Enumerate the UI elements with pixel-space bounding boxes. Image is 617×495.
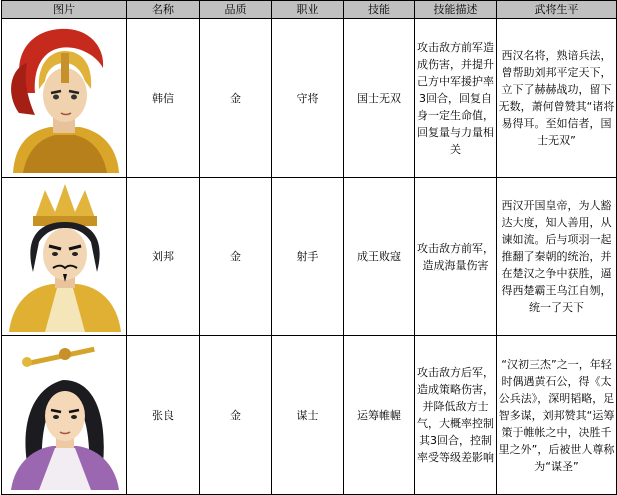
header-bio: 武将生平 <box>497 1 617 19</box>
general-skill: 国士无双 <box>344 19 415 178</box>
zhang-liang-portrait <box>5 340 123 490</box>
skill-description: 攻击敌方后军，造成策略伤害，并降低敌方士气，大概率控制其3回合，控制率受等级差影响 <box>415 336 497 495</box>
portrait-cell <box>2 178 127 336</box>
table-row <box>2 19 617 178</box>
general-quality: 金 <box>200 19 272 178</box>
portrait-cell <box>2 19 127 178</box>
table-row <box>2 336 617 495</box>
general-bio: 西汉开国皇帝，为人豁达大度，知人善用，从谏如流。后与项羽一起推翻了秦朝的统治，并在楚汉之争中获胜，逼得西楚霸王乌江自刎，统一了天下 <box>497 178 617 336</box>
header-quality: 品质 <box>200 1 272 19</box>
portrait-cell <box>2 336 127 495</box>
general-class: 射手 <box>272 178 344 336</box>
han-xin-portrait <box>5 23 123 173</box>
generals-table <box>1 0 617 495</box>
skill-description: 攻击敌方前军造成伤害，并提升己方中军援护率3回合，回复自身一定生命值，回复量与力量相关 <box>415 19 497 178</box>
header-class: 职业 <box>272 1 344 19</box>
header-portrait: 图片 <box>2 1 127 19</box>
general-name: 张良 <box>127 336 200 495</box>
header-skill-desc: 技能描述 <box>415 1 497 19</box>
general-class: 谋士 <box>272 336 344 495</box>
general-quality: 金 <box>200 336 272 495</box>
general-bio: 西汉名将，熟谙兵法，曾帮助刘邦平定天下，立下了赫赫战功，留下无数，萧何曾赞其“诸将易得耳。至如信者，国士无双” <box>497 19 617 178</box>
liu-bang-portrait <box>5 182 123 332</box>
general-class: 守将 <box>272 19 344 178</box>
header-row <box>2 1 617 19</box>
general-skill: 成王败寇 <box>344 178 415 336</box>
header-name: 名称 <box>127 1 200 19</box>
general-skill: 运筹帷幄 <box>344 336 415 495</box>
general-bio: “汉初三杰”之一，年轻时偶遇黄石公，得《太公兵法》，深明韬略，足智多谋，刘邦赞其“运筹策于帷帐之中，决胜千里之外”，后被世人尊称为“谋圣” <box>497 336 617 495</box>
general-name: 韩信 <box>127 19 200 178</box>
general-name: 刘邦 <box>127 178 200 336</box>
header-skill: 技能 <box>344 1 415 19</box>
general-quality: 金 <box>200 178 272 336</box>
table-row <box>2 178 617 336</box>
skill-description: 攻击敌方前军，造成海量伤害 <box>415 178 497 336</box>
